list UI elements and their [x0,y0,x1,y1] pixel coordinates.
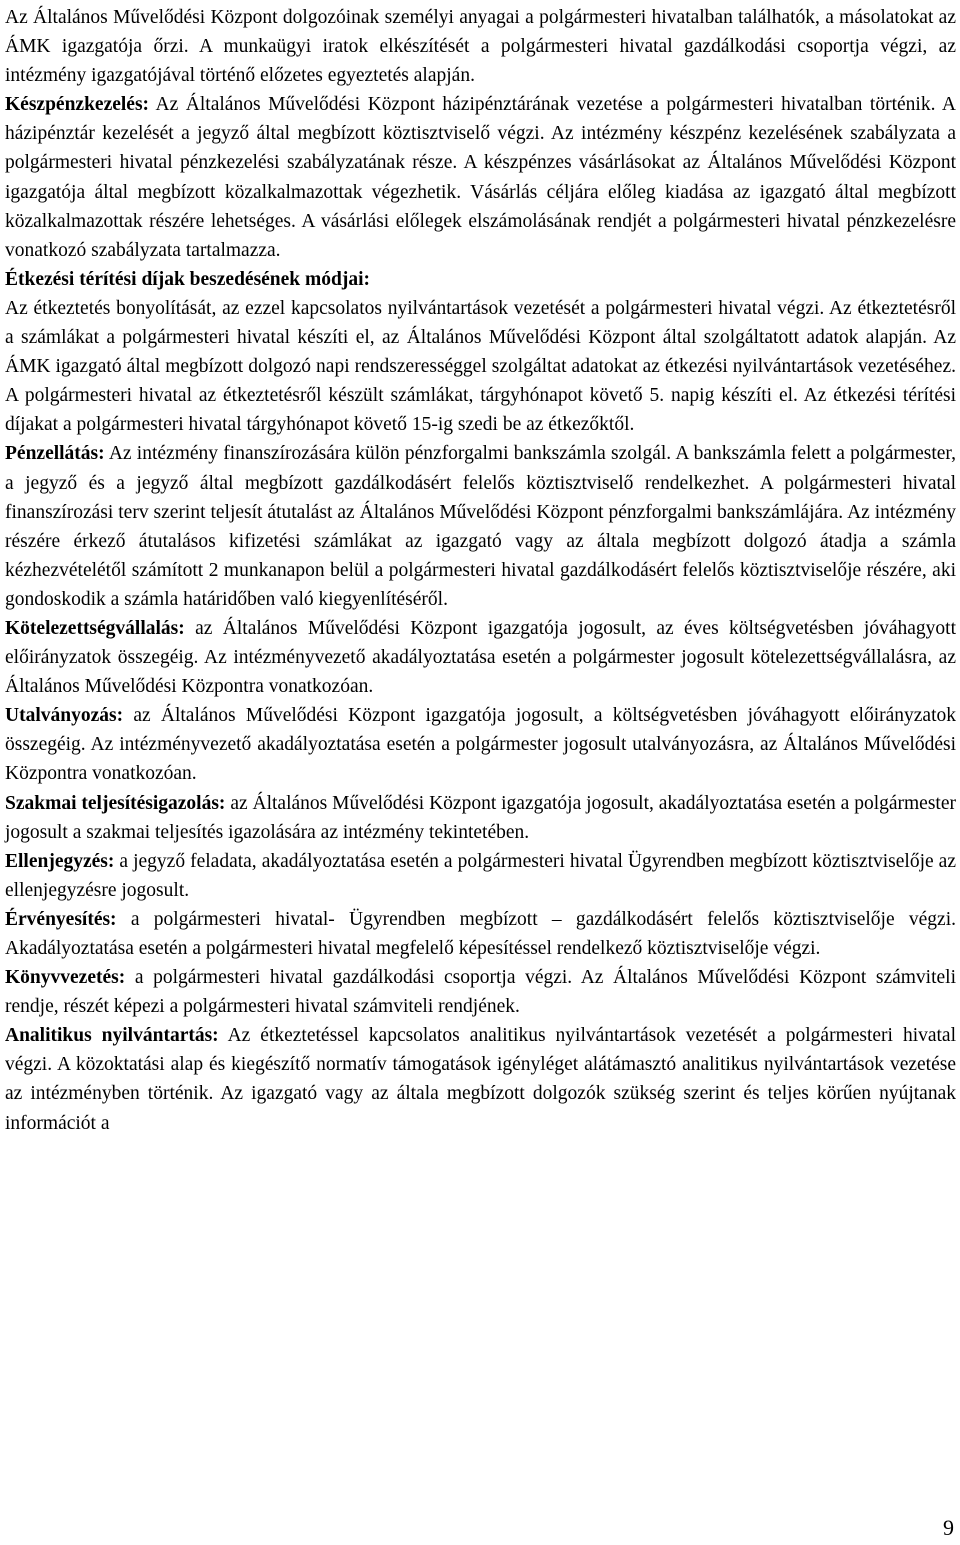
analitikus-nyilvantartas-text: Az étkeztetéssel kapcsolatos analitikus nyilvántartások vezetését a polgármesteri hivatal végzi. A közoktatási alap és kiegészítő normatív támogatások igényléget alátámasztó analitikus nyilvántartások vezetése az intézményben történik. Az igazgató vagy az általa megbízott dolgozók szükség szerint és teljes körűen nyújtanak információt a [5,1025,957,1134]
analitikus-nyilvantartas-paragraph [5,1021,956,1137]
ervenyesites-paragraph [5,905,956,963]
kotelezettsegvallalas-text: az Általános Művelődési Központ igazgatója jogosult, az éves költségvetésben jóváhagyott előirányzatok összegéig. Az intézményvezető akadályoztatása esetén a polgármester jogosult kötelezettségvállalásra, az Általános Művelődési Központra vonatkozóan. [5,617,956,698]
utalvanyozas-paragraph [5,701,956,788]
analitikus-nyilvantartas-lead: Analitikus nyilvántartás: [5,1025,219,1047]
ervenyesites-lead: Érvényesítés: [5,908,117,930]
ervenyesites-text: a polgármesteri hivatal- Ügyrendben megbízott – gazdálkodásért felelős köztisztviselője végzi. Akadályoztatása esetén a polgármesteri hivatal megfelelő képesítéssel rendelkező köztisztviselője végzi. [5,908,956,959]
penzellatas-paragraph [5,439,956,614]
szakmai-teljesitesigazolas-paragraph [5,789,956,847]
konyvvezetes-text: a polgármesteri hivatal gazdálkodási csoportja végzi. Az Általános Művelődési Központ számviteli rendje, részét képezi a polgármesteri hivatal számviteli rendjének. [5,967,956,1018]
penzellatas-lead: Pénzellátás: [5,443,105,465]
szakmai-teljesitesigazolas-text: az Általános Művelődési Központ igazgatója jogosult, akadályoztatása esetén a polgármester jogosult a szakmai teljesítés igazolására az intézmény tekintetében. [5,792,956,843]
ellenjegyzes-text: a jegyző feladata, akadályoztatása esetén a polgármesteri hivatal Ügyrendben megbízott köztisztviselője az ellenjegyzésre jogosult. [5,850,956,901]
intro-paragraph: Az Általános Művelődési Központ dolgozóinak személyi anyagai a polgármesteri hivatalban találhatók, a másolatokat az ÁMK igazgatója őrzi. A munkaügyi iratok elkészítését a polgármesteri hivatal gazdálkodási csoportja végzi, az intézmény igazgatójával történő előzetes egyeztetés alapján. [5,7,956,87]
keszpenzkezeles-lead: Készpénzkezelés: [5,94,150,116]
konyvvezetes-lead: Könyvvezetés: [5,967,126,989]
kotelezettsegvallalas-lead: Kötelezettségvállalás: [5,617,185,639]
ellenjegyzes-paragraph [5,847,956,905]
ellenjegyzes-lead: Ellenjegyzés: [5,850,115,872]
etkezesi-paragraph: Az étkeztetés bonyolítását, az ezzel kapcsolatos nyilvántartások vezetését a polgármesteri hivatal végzi. Az étkeztetésről a számlákat a polgármesteri hivatal készíti el, az Általános Művelődési Központ által szolgáltatott adatok alapján. Az ÁMK igazgató által megbízott dolgozó napi rendszerességgel szolgáltat adatokat az étkezési nyilvántartások vezetéséhez. A polgármesteri hivatal az étkeztetésről készült számlákat, tárgyhónapot követő 5. napig készíti el. Az étkezési térítési díjakat a polgármesteri hivatal tárgyhónapot követő 15-ig szedi be az étkezőktől. [5,297,956,436]
szakmai-teljesitesigazolas-lead: Szakmai teljesítésigazolás: [5,792,226,814]
utalvanyozas-lead: Utalványozás: [5,705,124,727]
utalvanyozas-text: az Általános Művelődési Központ igazgatója jogosult, a költségvetésben jóváhagyott előirányzatok összegéig. Az intézményvezető akadályoztatása esetén a polgármester jogosult utalványozásra, az Általános Művelődési Központra vonatkozóan. [5,705,956,785]
etkezesi-heading: Étkezési térítési díjak beszedésének módjai: [5,268,371,290]
keszpenzkezeles-text: Az Általános Művelődési Központ házipénztárának vezetése a polgármesteri hivatalban történik. A házipénztár kezelését a jegyző által megbízott köztisztviselő végzi. Az intézmény készpénz kezelésének szabályzata a polgármesteri hivatal pénzkezelési szabályzatának része. A készpénzes vásárlásokat az Általános Művelődési Központ igazgatója által megbízott közalkalmazottak végezhetik. Vásárlás céljára előleg kiadása az igazgató által megbízott közalkalmazottak részére lehetséges. A vásárlási előlegek elszámolásának rendjét a polgármesteri hivatal pénzkezelésre vonatkozó szabályzata tartalmazza. [5,94,956,261]
document-page [5,3,956,1138]
penzellatas-text: Az intézmény finanszírozására külön pénzforgalmi bankszámla szolgál. A bankszámla felett a polgármester, a jegyző és a jegyző által megbízott gazdálkodásért felelős köztisztviselő rendelkezhet. A polgármesteri hivatal finanszírozási terv szerint teljesít átutalást az Általános Művelődési Központ pénzforgalmi bankszámlájára. Az intézmény részére érkező átutalásos kifizetési számlákat az igazgató vagy az általa megbízott dolgozó átadja a számla kézhezvételétől számított 2 munkanapon belül a polgármesteri hivatal gazdálkodásért felelős köztisztviselője részére, aki gondoskodik a számla határidőben való kiegyenlítéséről. [5,443,956,610]
konyvvezetes-paragraph [5,963,956,1021]
page-number: 9 [943,1515,954,1540]
kotelezettsegvallalas-paragraph [5,614,956,701]
keszpenzkezeles-paragraph [5,90,956,265]
